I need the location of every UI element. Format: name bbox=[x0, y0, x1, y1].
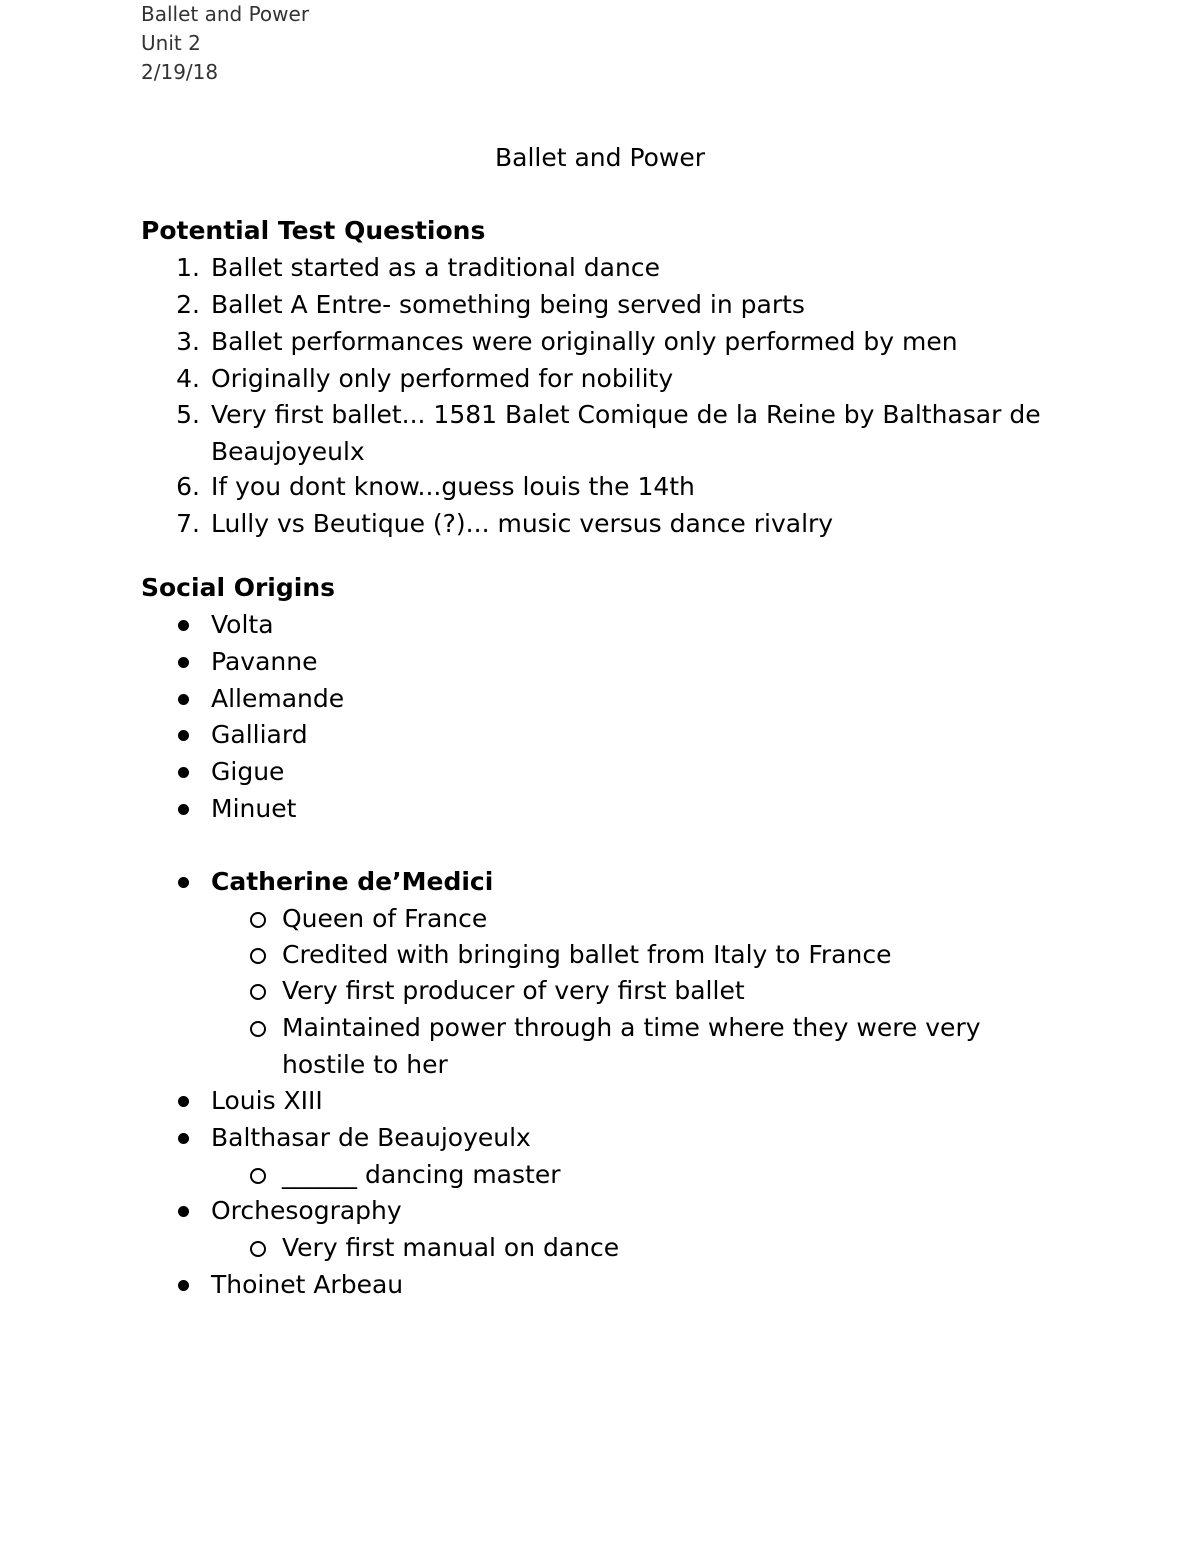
list-item-text: ______ dancing master bbox=[282, 1160, 561, 1189]
list-item-text: Balthasar de Beaujoyeulx bbox=[211, 1123, 531, 1152]
list-number: 2. bbox=[176, 290, 200, 319]
bullet-disc-icon bbox=[178, 1280, 189, 1291]
list-number: 6. bbox=[176, 472, 200, 501]
list-number: 4. bbox=[176, 364, 200, 393]
list-item-text: Louis XIII bbox=[211, 1086, 323, 1115]
list-item-text: If you dont know...guess louis the 14th bbox=[211, 472, 695, 501]
list-number: 1. bbox=[176, 253, 200, 282]
bullet-disc-icon bbox=[178, 877, 189, 888]
list-item-text: Minuet bbox=[211, 794, 297, 823]
bullet-circle-icon bbox=[250, 1241, 266, 1257]
bullet-disc-icon bbox=[178, 620, 189, 631]
list-item-text: Credited with bringing ballet from Italy to France bbox=[282, 940, 892, 969]
list-item-text: Ballet performances were originally only performed by men bbox=[211, 327, 958, 356]
bullet-disc-icon bbox=[178, 1206, 189, 1217]
list-item-text: Volta bbox=[211, 610, 274, 639]
list-number: 7. bbox=[176, 509, 200, 538]
bullet-disc-icon bbox=[178, 1096, 189, 1107]
header-course-title: Ballet and Power bbox=[141, 2, 310, 26]
page-header bbox=[141, 0, 309, 87]
bullet-circle-icon bbox=[250, 984, 266, 1000]
list-number: 3. bbox=[176, 327, 200, 356]
header-unit: Unit 2 bbox=[141, 31, 201, 55]
bullet-disc-icon bbox=[178, 804, 189, 815]
list-item-text: Ballet A Entre- something being served in parts bbox=[211, 290, 805, 319]
bullet-circle-icon bbox=[250, 948, 266, 964]
list-number: 5. bbox=[176, 400, 200, 429]
list-item-text: Gigue bbox=[211, 757, 285, 786]
bullet-circle-icon bbox=[250, 1168, 266, 1184]
list-item-text: Very first manual on dance bbox=[282, 1233, 620, 1262]
list-item-text: Beaujoyeulx bbox=[211, 437, 365, 466]
bullet-disc-icon bbox=[178, 657, 189, 668]
list-item-text: Thoinet Arbeau bbox=[211, 1270, 404, 1299]
bullet-disc-icon bbox=[178, 694, 189, 705]
list-item-text: hostile to her bbox=[282, 1050, 448, 1079]
list-item-text: Queen of France bbox=[282, 904, 488, 933]
section-heading-test-questions: Potential Test Questions bbox=[141, 216, 486, 245]
bullet-circle-icon bbox=[250, 1021, 266, 1037]
bullet-disc-icon bbox=[178, 1133, 189, 1144]
list-item-text: Lully vs Beutique (?)... music versus dance rivalry bbox=[211, 509, 834, 538]
list-item-text: Orchesography bbox=[211, 1196, 402, 1225]
list-item-text: Galliard bbox=[211, 720, 308, 749]
bullet-circle-icon bbox=[250, 912, 266, 928]
document-title: Ballet and Power bbox=[494, 143, 706, 172]
list-item-text: Pavanne bbox=[211, 647, 318, 676]
section-heading-social-origins: Social Origins bbox=[141, 573, 336, 602]
list-item-text: Catherine de’Medici bbox=[211, 867, 494, 896]
header-date: 2/19/18 bbox=[141, 60, 219, 84]
bullet-disc-icon bbox=[178, 767, 189, 778]
list-item-text: Very first producer of very first ballet bbox=[282, 976, 745, 1005]
list-item-text: Originally only performed for nobility bbox=[211, 364, 674, 393]
list-item-text: Allemande bbox=[211, 684, 345, 713]
list-item-text: Maintained power through a time where they were very bbox=[282, 1013, 981, 1042]
list-item-text: Very first ballet... 1581 Balet Comique de la Reine by Balthasar de bbox=[211, 400, 1041, 429]
bullet-disc-icon bbox=[178, 730, 189, 741]
list-item-text: Ballet started as a traditional dance bbox=[211, 253, 660, 282]
